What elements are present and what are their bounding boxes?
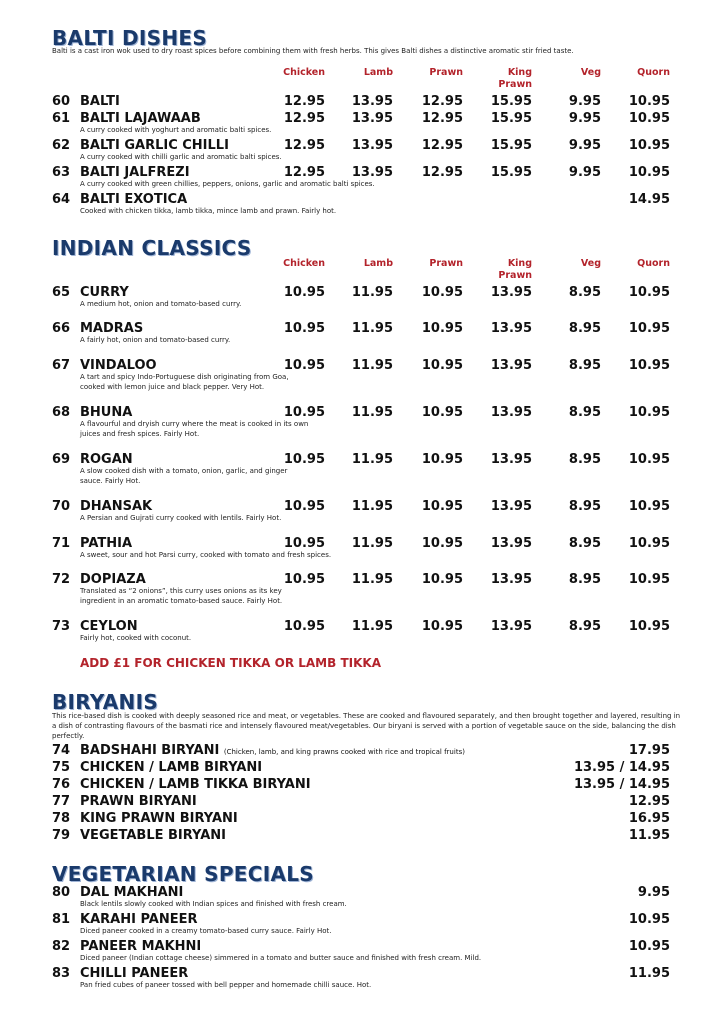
classics-header-prawn: Prawn: [429, 258, 463, 269]
item-number: 80: [52, 885, 71, 900]
price-lamb: 11.95: [351, 572, 393, 587]
price-king-prawn: 13.95: [490, 358, 532, 373]
item-description: A tart and spicy Indo-Portuguese dish originating from Goa, cooked with lemon juice and black pepper. Very Hot.: [80, 373, 289, 391]
price-chicken: 12.95: [283, 111, 325, 126]
balti-header-king-prawn: King Prawn: [498, 67, 532, 90]
price-prawn: 12.95: [421, 138, 463, 153]
price-king-prawn: 13.95: [490, 499, 532, 514]
price-prawn: 10.95: [421, 452, 463, 467]
item-description: Fairly hot, cooked with coconut.: [80, 634, 192, 642]
item-name: MADRAS: [80, 321, 144, 336]
price-quorn: 10.95: [628, 138, 670, 153]
price-chicken: 10.95: [283, 285, 325, 300]
item-number: 77: [52, 794, 71, 809]
price-prawn: 10.95: [421, 499, 463, 514]
price-quorn: 10.95: [628, 405, 670, 420]
balti-section-title: BALTI DISHES: [52, 26, 208, 50]
price-quorn: 10.95: [628, 499, 670, 514]
price-quorn: 10.95: [628, 619, 670, 634]
price: 13.95 / 14.95: [573, 760, 670, 775]
price-veg: 8.95: [568, 619, 601, 634]
price-king-prawn: 15.95: [490, 111, 532, 126]
item-name: DOPIAZA: [80, 572, 146, 587]
balti-header-lamb: Lamb: [363, 67, 393, 78]
price-prawn: 12.95: [421, 165, 463, 180]
price-lamb: 13.95: [351, 138, 393, 153]
price-prawn: 12.95: [421, 94, 463, 109]
item-number: 83: [52, 966, 71, 981]
item-name: BALTI GARLIC CHILLI: [80, 138, 229, 153]
price: 13.95 / 14.95: [573, 777, 670, 792]
item-number: 69: [52, 452, 71, 467]
item-number: 68: [52, 405, 71, 420]
price-lamb: 13.95: [351, 165, 393, 180]
price: 10.95: [628, 939, 670, 954]
price-veg: 8.95: [568, 452, 601, 467]
biryanis-intro: This rice-based dish is cooked with deeply seasoned rice and meat, or vegetables. These are cooked and flavoured separately, and then brought together and layered, resulting in a dish of contrasting flavours of the basmati rice and intensely flavoured meat/vegetables. Our biryani is served with a portion of vegetable sauce on the side, balancing the dish perfectly.: [52, 712, 681, 740]
price: 9.95: [637, 885, 670, 900]
item-description: Diced paneer cooked in a creamy tomato-based curry sauce. Fairly Hot.: [80, 927, 332, 935]
item-name: BHUNA: [80, 405, 133, 420]
price: 11.95: [628, 828, 670, 843]
price-prawn: 12.95: [421, 111, 463, 126]
price-lamb: 11.95: [351, 452, 393, 467]
classics-header-lamb: Lamb: [363, 258, 393, 269]
price-quorn: 10.95: [628, 111, 670, 126]
price-chicken: 10.95: [283, 405, 325, 420]
item-name: ROGAN: [80, 452, 133, 467]
price-prawn: 10.95: [421, 572, 463, 587]
balti-header-veg: Veg: [580, 67, 601, 78]
price-quorn: 10.95: [628, 358, 670, 373]
price-veg: 8.95: [568, 536, 601, 551]
price-chicken: 12.95: [283, 138, 325, 153]
item-name: CHICKEN / LAMB TIKKA BIRYANI: [80, 777, 311, 792]
item-name: BALTI: [80, 94, 120, 109]
price-quorn: 10.95: [628, 572, 670, 587]
item-name: DAL MAKHANI: [80, 885, 184, 900]
item-number: 70: [52, 499, 71, 514]
price-lamb: 13.95: [351, 111, 393, 126]
price: 10.95: [628, 912, 670, 927]
item-name: VINDALOO: [80, 358, 157, 373]
item-description: A sweet, sour and hot Parsi curry, cooked with tomato and fresh spices.: [80, 551, 332, 559]
price-lamb: 11.95: [351, 358, 393, 373]
item-number: 62: [52, 138, 71, 153]
item-name: CHICKEN / LAMB BIRYANI: [80, 760, 263, 775]
item-description: A fairly hot, onion and tomato-based curry.: [80, 336, 231, 344]
price-king-prawn: 13.95: [490, 572, 532, 587]
price-quorn: 10.95: [628, 452, 670, 467]
price-chicken: 12.95: [283, 165, 325, 180]
price-prawn: 10.95: [421, 321, 463, 336]
price-veg: 8.95: [568, 358, 601, 373]
item-name: [80, 743, 465, 760]
item-number: 73: [52, 619, 71, 634]
price-quorn: 10.95: [628, 94, 670, 109]
item-number: 66: [52, 321, 71, 336]
item-description: Cooked with chicken tikka, lamb tikka, mince lamb and prawn. Fairly hot.: [80, 207, 337, 215]
item-number: 81: [52, 912, 71, 927]
item-number: 60: [52, 94, 71, 109]
price-prawn: 10.95: [421, 619, 463, 634]
item-name: PATHIA: [80, 536, 133, 551]
price-king-prawn: 13.95: [490, 405, 532, 420]
price-king-prawn: 13.95: [490, 536, 532, 551]
item-name-text: BADSHAHI BIRYANI: [80, 743, 220, 758]
balti-header-chicken: Chicken: [283, 67, 325, 78]
price-quorn: 10.95: [628, 321, 670, 336]
classics-header-chicken: Chicken: [283, 258, 325, 269]
item-name: CHILLI PANEER: [80, 966, 189, 981]
price-king-prawn: 15.95: [490, 94, 532, 109]
price-quorn: 10.95: [628, 285, 670, 300]
price-chicken: 10.95: [283, 619, 325, 634]
price: 12.95: [628, 794, 670, 809]
item-number: 63: [52, 165, 71, 180]
item-description: A curry cooked with yoghurt and aromatic balti spices.: [80, 126, 272, 134]
price: 16.95: [628, 811, 670, 826]
price-lamb: 11.95: [351, 321, 393, 336]
item-name: PANEER MAKHNI: [80, 939, 202, 954]
classics-header-veg: Veg: [580, 258, 601, 269]
price-king-prawn: 15.95: [490, 165, 532, 180]
classics-header-king-prawn: King Prawn: [498, 258, 532, 281]
price-chicken: 10.95: [283, 321, 325, 336]
item-number: 78: [52, 811, 71, 826]
price-chicken: 10.95: [283, 499, 325, 514]
price-chicken: 10.95: [283, 536, 325, 551]
item-name: CURRY: [80, 285, 129, 300]
item-description: Black lentils slowly cooked with Indian spices and finished with fresh cream.: [80, 900, 347, 908]
price-lamb: 11.95: [351, 536, 393, 551]
price-chicken: 12.95: [283, 94, 325, 109]
price-lamb: 11.95: [351, 405, 393, 420]
price-king-prawn: 15.95: [490, 138, 532, 153]
item-name: BALTI EXOTICA: [80, 192, 188, 207]
price-veg: 8.95: [568, 499, 601, 514]
price-quorn: 10.95: [628, 536, 670, 551]
item-description: Pan fried cubes of paneer tossed with bell pepper and homemade chilli sauce. Hot.: [80, 981, 372, 989]
item-number: 71: [52, 536, 71, 551]
item-name: BALTI LAJAWAAB: [80, 111, 201, 126]
price-veg: 9.95: [568, 138, 601, 153]
item-number: 76: [52, 777, 71, 792]
price-veg: 8.95: [568, 572, 601, 587]
price-prawn: 10.95: [421, 536, 463, 551]
item-description: Translated as “2 onions”, this curry uses onions as its key ingredient in an aromatic tomato-based sauce. Fairly Hot.: [80, 587, 283, 605]
item-number: 64: [52, 192, 71, 207]
item-number: 61: [52, 111, 71, 126]
balti-header-quorn: Quorn: [637, 67, 670, 78]
price: 11.95: [628, 966, 670, 981]
classics-header-quorn: Quorn: [637, 258, 670, 269]
balti-header-prawn: Prawn: [429, 67, 463, 78]
item-number: 82: [52, 939, 71, 954]
item-name: VEGETABLE BIRYANI: [80, 828, 227, 843]
tikka-upgrade-note: ADD £1 FOR CHICKEN TIKKA OR LAMB TIKKA: [80, 656, 381, 670]
item-name: PRAWN BIRYANI: [80, 794, 197, 809]
price-king-prawn: 13.95: [490, 619, 532, 634]
price-chicken: 10.95: [283, 572, 325, 587]
price-lamb: 11.95: [351, 285, 393, 300]
item-description: A Persian and Gujrati curry cooked with lentils. Fairly Hot.: [80, 514, 282, 522]
price-chicken: 10.95: [283, 358, 325, 373]
balti-intro: Balti is a cast iron wok used to dry roast spices before combining them with fresh herbs. This gives Balti dishes a distinctive aromatic stir fried taste.: [52, 47, 574, 55]
item-number: 79: [52, 828, 71, 843]
item-number: 74: [52, 743, 71, 758]
price-prawn: 10.95: [421, 358, 463, 373]
price-veg: 9.95: [568, 94, 601, 109]
price-quorn: 14.95: [628, 192, 670, 207]
item-aside: (Chicken, lamb, and king prawns cooked with rice and tropical fruits): [223, 748, 465, 756]
price-veg: 9.95: [568, 111, 601, 126]
item-description: A curry cooked with chilli garlic and aromatic balti spices.: [80, 153, 282, 161]
item-name: DHANSAK: [80, 499, 153, 514]
classics-section-title: INDIAN CLASSICS: [52, 236, 252, 260]
price-chicken: 10.95: [283, 452, 325, 467]
price-lamb: 11.95: [351, 499, 393, 514]
item-name: CEYLON: [80, 619, 138, 634]
item-description: A curry cooked with green chillies, peppers, onions, garlic and aromatic balti spices.: [80, 180, 375, 188]
vegetarian-section-title: VEGETARIAN SPECIALS: [52, 862, 314, 886]
price: 17.95: [628, 743, 670, 758]
item-description: A flavourful and dryish curry where the meat is cooked in its own juices and fresh spices. Fairly Hot.: [80, 420, 309, 438]
item-name: KARAHI PANEER: [80, 912, 198, 927]
price-king-prawn: 13.95: [490, 452, 532, 467]
item-description: A slow cooked dish with a tomato, onion, garlic, and ginger sauce. Fairly Hot.: [80, 467, 288, 485]
price-veg: 9.95: [568, 165, 601, 180]
price-king-prawn: 13.95: [490, 285, 532, 300]
item-name: BALTI JALFREZI: [80, 165, 190, 180]
price-prawn: 10.95: [421, 405, 463, 420]
item-description: A medium hot, onion and tomato-based curry.: [80, 300, 242, 308]
price-king-prawn: 13.95: [490, 321, 532, 336]
biryanis-section-title: BIRYANIS: [52, 690, 159, 714]
price-veg: 8.95: [568, 321, 601, 336]
price-veg: 8.95: [568, 285, 601, 300]
item-number: 67: [52, 358, 71, 373]
price-quorn: 10.95: [628, 165, 670, 180]
item-number: 65: [52, 285, 71, 300]
item-name: KING PRAWN BIRYANI: [80, 811, 238, 826]
price-lamb: 13.95: [351, 94, 393, 109]
price-lamb: 11.95: [351, 619, 393, 634]
price-prawn: 10.95: [421, 285, 463, 300]
item-number: 72: [52, 572, 71, 587]
item-number: 75: [52, 760, 71, 775]
item-description: Diced paneer (Indian cottage cheese) simmered in a tomato and butter sauce and finished with fresh cream. Mild.: [80, 954, 482, 962]
price-veg: 8.95: [568, 405, 601, 420]
